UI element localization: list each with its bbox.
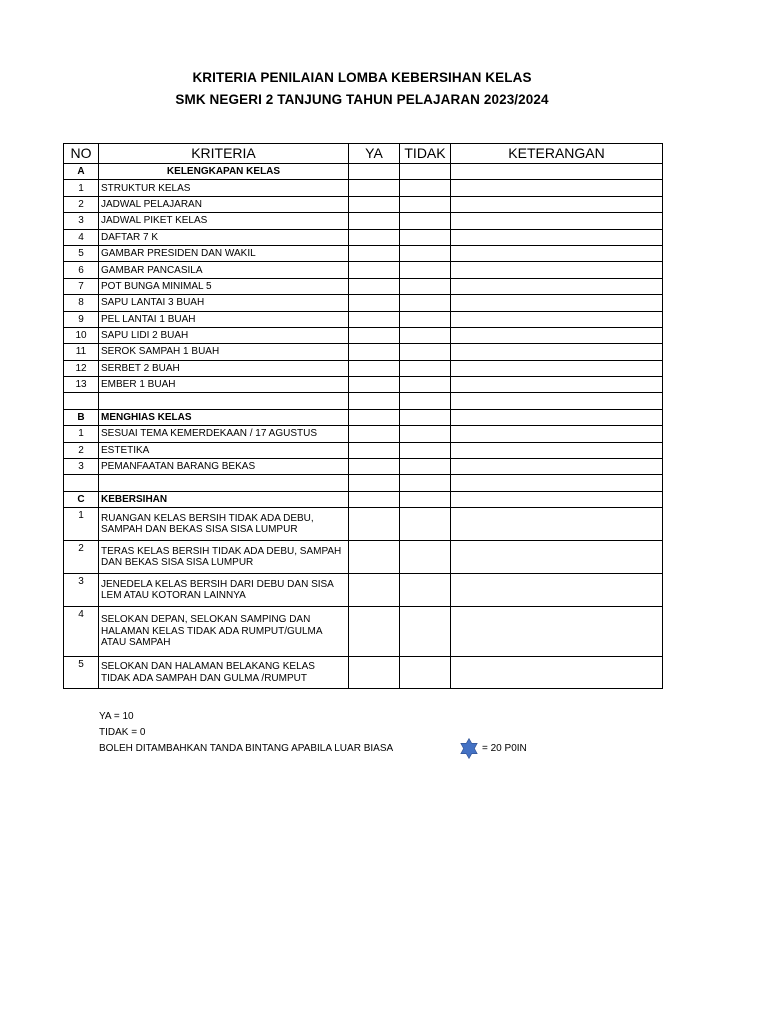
tidak-cell — [400, 541, 451, 574]
tidak-cell — [400, 344, 451, 360]
keterangan-cell — [451, 229, 663, 245]
section-label: KEBERSIHAN — [99, 491, 349, 507]
section-label: KELENGKAPAN KELAS — [99, 164, 349, 180]
row-number — [64, 393, 99, 409]
ya-cell — [349, 278, 400, 294]
tidak-cell — [400, 164, 451, 180]
keterangan-cell — [451, 508, 663, 541]
keterangan-cell — [451, 607, 663, 657]
row-kriteria: PEL LANTAI 1 BUAH — [99, 311, 349, 327]
tidak-cell — [400, 657, 451, 689]
ya-cell — [349, 295, 400, 311]
row-kriteria: SELOKAN DEPAN, SELOKAN SAMPING DAN HALAMAN KELAS TIDAK ADA RUMPUT/GULMA ATAU SAMPAH — [99, 607, 349, 657]
ya-cell — [349, 196, 400, 212]
tidak-cell — [400, 393, 451, 409]
row-kriteria — [99, 475, 349, 491]
ya-cell — [349, 393, 400, 409]
ya-cell — [349, 607, 400, 657]
table-row — [64, 574, 663, 607]
keterangan-cell — [451, 541, 663, 574]
ya-cell — [349, 459, 400, 475]
keterangan-cell — [451, 393, 663, 409]
keterangan-cell — [451, 409, 663, 425]
row-number: 5 — [64, 245, 99, 261]
ya-cell — [349, 508, 400, 541]
tidak-cell — [400, 327, 451, 343]
blank-row — [64, 393, 663, 409]
table-row — [64, 508, 663, 541]
keterangan-cell — [451, 426, 663, 442]
section-code: B — [64, 409, 99, 425]
document-title: KRITERIA PENILAIAN LOMBA KEBERSIHAN KELAS — [192, 70, 532, 85]
table-row — [64, 327, 663, 343]
table-row — [64, 344, 663, 360]
ya-cell — [349, 180, 400, 196]
table-row — [64, 377, 663, 393]
keterangan-cell — [451, 196, 663, 212]
row-number: 2 — [64, 196, 99, 212]
keterangan-cell — [451, 574, 663, 607]
keterangan-cell — [451, 657, 663, 689]
ya-cell — [349, 360, 400, 376]
row-kriteria: SEROK SAMPAH 1 BUAH — [99, 344, 349, 360]
table-row — [64, 245, 663, 261]
keterangan-cell — [451, 344, 663, 360]
keterangan-cell — [451, 311, 663, 327]
row-kriteria: GAMBAR PRESIDEN DAN WAKIL — [99, 245, 349, 261]
section-header-row — [64, 164, 663, 180]
row-number: 1 — [64, 180, 99, 196]
row-kriteria — [99, 393, 349, 409]
keterangan-cell — [451, 245, 663, 261]
tidak-cell — [400, 574, 451, 607]
row-number: 8 — [64, 295, 99, 311]
ya-cell — [349, 229, 400, 245]
row-kriteria: SAPU LIDI 2 BUAH — [99, 327, 349, 343]
tidak-cell — [400, 475, 451, 491]
tidak-cell — [400, 229, 451, 245]
ya-cell — [349, 262, 400, 278]
tidak-cell — [400, 245, 451, 261]
table-row — [64, 196, 663, 212]
ya-cell — [349, 213, 400, 229]
row-number: 3 — [64, 574, 99, 607]
header-no: NO — [64, 144, 99, 164]
ya-cell — [349, 344, 400, 360]
ya-cell — [349, 327, 400, 343]
tidak-cell — [400, 377, 451, 393]
row-number: 2 — [64, 442, 99, 458]
tidak-cell — [400, 262, 451, 278]
row-number: 7 — [64, 278, 99, 294]
keterangan-cell — [451, 377, 663, 393]
table-row — [64, 295, 663, 311]
row-number: 13 — [64, 377, 99, 393]
keterangan-cell — [451, 360, 663, 376]
row-kriteria: POT BUNGA MINIMAL 5 — [99, 278, 349, 294]
keterangan-cell — [451, 295, 663, 311]
tidak-cell — [400, 491, 451, 507]
ya-cell — [349, 164, 400, 180]
tidak-cell — [400, 196, 451, 212]
ya-cell — [349, 442, 400, 458]
row-kriteria: ESTETIKA — [99, 442, 349, 458]
row-number — [64, 475, 99, 491]
tidak-cell — [400, 278, 451, 294]
row-number: 10 — [64, 327, 99, 343]
table-row — [64, 442, 663, 458]
row-kriteria: SAPU LANTAI 3 BUAH — [99, 295, 349, 311]
keterangan-cell — [451, 180, 663, 196]
table-row — [64, 360, 663, 376]
keterangan-cell — [451, 213, 663, 229]
row-kriteria: DAFTAR 7 K — [99, 229, 349, 245]
table-row — [64, 311, 663, 327]
table-row — [64, 657, 663, 689]
row-number: 12 — [64, 360, 99, 376]
row-kriteria: SESUAI TEMA KEMERDEKAAN / 17 AGUSTUS — [99, 426, 349, 442]
row-kriteria: STRUKTUR KELAS — [99, 180, 349, 196]
row-kriteria: JADWAL PELAJARAN — [99, 196, 349, 212]
row-kriteria: JENEDELA KELAS BERSIH DARI DEBU DAN SISA LEM ATAU KOTORAN LAINNYA — [99, 574, 349, 607]
row-kriteria: PEMANFAATAN BARANG BEKAS — [99, 459, 349, 475]
section-code: C — [64, 491, 99, 507]
row-number: 2 — [64, 541, 99, 574]
row-number: 1 — [64, 508, 99, 541]
row-number: 3 — [64, 459, 99, 475]
section-header-row — [64, 491, 663, 507]
table-row — [64, 180, 663, 196]
table-row — [64, 459, 663, 475]
row-kriteria: EMBER 1 BUAH — [99, 377, 349, 393]
keterangan-cell — [451, 459, 663, 475]
row-number: 11 — [64, 344, 99, 360]
row-number: 6 — [64, 262, 99, 278]
row-kriteria: SELOKAN DAN HALAMAN BELAKANG KELAS TIDAK ADA SAMPAH DAN GULMA /RUMPUT — [99, 657, 349, 689]
table-row — [64, 541, 663, 574]
ya-cell — [349, 311, 400, 327]
ya-cell — [349, 574, 400, 607]
row-number: 4 — [64, 607, 99, 657]
ya-cell — [349, 491, 400, 507]
table-header-row — [64, 144, 663, 164]
row-kriteria: SERBET 2 BUAH — [99, 360, 349, 376]
section-label: MENGHIAS KELAS — [99, 409, 349, 425]
legend-bintang: BOLEH DITAMBAHKAN TANDA BINTANG APABILA LUAR BIASA — [99, 743, 394, 754]
row-number: 3 — [64, 213, 99, 229]
tidak-cell — [400, 311, 451, 327]
row-number: 9 — [64, 311, 99, 327]
legend-poin: = 20 P0IN — [482, 743, 527, 754]
row-number: 5 — [64, 657, 99, 689]
section-header-row — [64, 409, 663, 425]
criteria-table — [63, 143, 663, 689]
blank-row — [64, 475, 663, 491]
document-subtitle: SMK NEGERI 2 TANJUNG TAHUN PELAJARAN 2023/2024 — [175, 92, 549, 107]
table-row — [64, 229, 663, 245]
ya-cell — [349, 245, 400, 261]
row-number: 4 — [64, 229, 99, 245]
tidak-cell — [400, 360, 451, 376]
row-kriteria: JADWAL PIKET KELAS — [99, 213, 349, 229]
legend-ya: YA = 10 — [99, 711, 134, 722]
header-kriteria: KRITERIA — [99, 144, 349, 164]
keterangan-cell — [451, 278, 663, 294]
header-ya: YA — [349, 144, 400, 164]
table-row — [64, 607, 663, 657]
table-row — [64, 213, 663, 229]
ya-cell — [349, 475, 400, 491]
tidak-cell — [400, 409, 451, 425]
row-kriteria: RUANGAN KELAS BERSIH TIDAK ADA DEBU, SAMPAH DAN BEKAS SISA SISA LUMPUR — [99, 508, 349, 541]
ya-cell — [349, 541, 400, 574]
header-tidak: TIDAK — [400, 144, 451, 164]
ya-cell — [349, 377, 400, 393]
header-keterangan: KETERANGAN — [451, 144, 663, 164]
six-point-star-icon — [459, 738, 479, 759]
keterangan-cell — [451, 164, 663, 180]
ya-cell — [349, 426, 400, 442]
keterangan-cell — [451, 475, 663, 491]
row-number: 1 — [64, 426, 99, 442]
table-row — [64, 278, 663, 294]
keterangan-cell — [451, 262, 663, 278]
tidak-cell — [400, 607, 451, 657]
ya-cell — [349, 409, 400, 425]
row-kriteria: GAMBAR PANCASILA — [99, 262, 349, 278]
keterangan-cell — [451, 442, 663, 458]
row-kriteria: TERAS KELAS BERSIH TIDAK ADA DEBU, SAMPAH DAN BEKAS SISA SISA LUMPUR — [99, 541, 349, 574]
tidak-cell — [400, 295, 451, 311]
legend-tidak: TIDAK = 0 — [99, 727, 146, 738]
keterangan-cell — [451, 491, 663, 507]
table-row — [64, 426, 663, 442]
tidak-cell — [400, 426, 451, 442]
tidak-cell — [400, 508, 451, 541]
section-code: A — [64, 164, 99, 180]
tidak-cell — [400, 213, 451, 229]
table-row — [64, 262, 663, 278]
tidak-cell — [400, 459, 451, 475]
keterangan-cell — [451, 327, 663, 343]
tidak-cell — [400, 180, 451, 196]
ya-cell — [349, 657, 400, 689]
tidak-cell — [400, 442, 451, 458]
